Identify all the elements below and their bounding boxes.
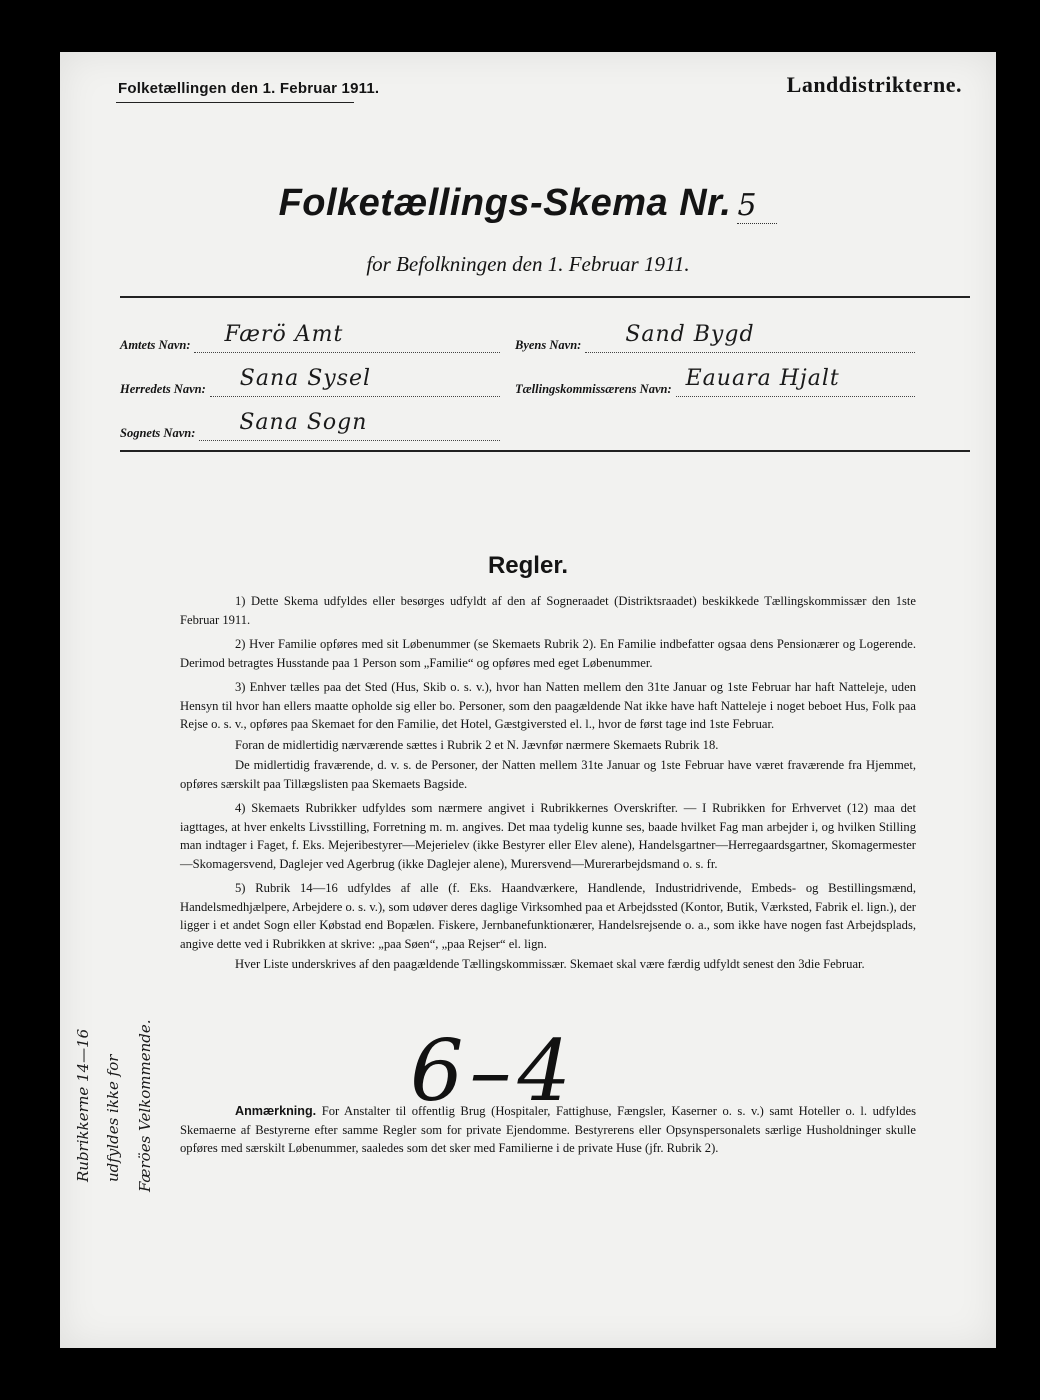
kommissaer-label: Tællingskommissærens Navn: [515, 382, 672, 396]
sogn-field [120, 410, 500, 441]
herred-label: Herredets Navn: [120, 382, 206, 396]
note-text: For Anstalter til offentlig Brug (Hospitaler, Fattighuse, Fængsler, Kaserner o. s. v.) samt Hoteller o. l. udfyldes Skemaerne af Bestyrerne efter samme Regler som for private Ejendomme. Bestyrerens eller Opsynspersonalets særlige Husholdninger skulle opføres med særskilt Løbenummer, saaledes som det sker med Familierne i de private Huse (jfr. Rubrik 2). [180, 1104, 916, 1155]
district-type-header: Landdistrikterne. [786, 72, 962, 97]
form-title-text: Folketællings-Skema Nr. [278, 182, 732, 224]
census-date-header: Folketællingen den 1. Februar 1911. [118, 80, 380, 97]
kommissaer-field [515, 366, 915, 397]
amt-value: Færö Amt [224, 322, 344, 347]
rule-3: 3) Enhver tælles paa det Sted (Hus, Skib o. s. v.), hvor han Natten mellem den 31te Januar og 1ste Februar har haft Natteleje, uden Hensyn til hvor han ellers maatte opholde sig eller bo. Personer, som den paagældende Nat ikke have haft Natteleje i noget beboet Hus, Folk paa Rejse o. s. v., opføres paa Skemaet for den Familie, det Hotel, Gæstgiversted el. l., hvor de først tage ind 1ste Februar. [180, 680, 916, 731]
amt-line [194, 322, 500, 353]
rule-3b: Foran de midlertidig nærværende sættes i Rubrik 2 et N. Jævnfør nærmere Skemaets Rubrik 18. [235, 737, 719, 752]
amt-field [120, 322, 500, 353]
top-divider [120, 296, 970, 298]
rules-title: Regler. [487, 552, 569, 579]
margin-note-line-2: udfyldes ikke for [104, 1054, 122, 1182]
by-line [585, 322, 915, 353]
margin-note-line-1: Rubrikkerne 14—16 [74, 1028, 92, 1182]
note-block [180, 1102, 916, 1158]
herred-field [120, 366, 500, 397]
by-field [515, 322, 915, 353]
kommissaer-value: Eauara Hjalt [685, 366, 840, 391]
sogn-label: Sognets Navn: [120, 426, 196, 440]
rule-5: 5) Rubrik 14—16 udfyldes af alle (f. Eks. Haandværkere, Handlende, Industridrivende, Embeds- og Bestillingsmænd, Handelsmedhjælpere, Arbejdere o. s. v.), som udøver deres daglige Virksomhed paa et Arbejdssted (Kontor, Butik, Værksted, Fabrik el. lign.), der ligger i et andet Sogn eller Købstad end Bopælen. Fiskere, Jernbanefunktionærer, Handelsrejsende o. a., som ikke have nogen fast Arbejdsplads, angive dette ved i Rubrikken at skrive: „paa Søen“, „paa Rejser“ el. lign. [180, 881, 916, 951]
rule-2: 2) Hver Familie opføres med sit Løbenummer (se Skemaets Rubrik 2). En Familie indbefatter ogsaa dens Pensionærer og Logerende. Derimod betragtes Husstande paa 1 Person som „Familie“ og opføres med eget Løbenummer. [180, 637, 916, 670]
rule-4: 4) Skemaets Rubrikker udfyldes som nærmere angivet i Rubrikkernes Overskrifter. — I Rubrikken for Erhvervet (12) maa det iagttages, at hver enkelts Livsstilling, Forretning m. m. angives. Det maa tydelig kunne ses, baade hvilket Fag man arbejder i, og hvilken Stilling man indtager i Faget, f. Eks. Mejeribestyrer—Mejerielev (ikke Bestyrer eller Elev alene), Handelsgartner—Herregaardsgartner, Skomagermester—Skomagersvend, Daglejer ved Agerbrug (ikke Daglejer alene), Murersvend—Murerarbejdsmand o. s. fr. [180, 801, 916, 871]
amt-label: Amtets Navn: [120, 338, 191, 352]
handwritten-number: 6–4 [410, 1022, 577, 1120]
by-value: Sand Bygd [625, 322, 755, 347]
by-label: Byens Navn: [515, 338, 582, 352]
rule-3c: De midlertidig fraværende, d. v. s. de Personer, der Natten mellem 31te Januar og 1ste Februar have været fraværende fra Hjemmet, opføres særskilt paa Tillægslisten paa Skemaets Bagside. [180, 758, 916, 791]
rules-body [180, 592, 916, 980]
form-number: 5 [737, 188, 777, 224]
bottom-divider [120, 450, 970, 452]
herred-line [210, 366, 500, 397]
header-underline [116, 102, 354, 103]
kommissaer-line [676, 366, 915, 397]
note-paragraph [180, 1102, 916, 1158]
census-form-page [60, 52, 996, 1348]
note-label: Anmærkning. [235, 1104, 317, 1118]
rule-5b: Hver Liste underskrives af den paagældende Tællingskommissær. Skemaet skal være færdig udfyldt senest den 3die Februar. [235, 957, 865, 971]
sogn-line [199, 410, 500, 441]
rule-1: 1) Dette Skema udfyldes eller besørges udfyldt af den af Sogneraadet (Distriktsraadet) beskikkede Tællingskommissær den 1ste Februar 1911. [180, 594, 916, 627]
form-title [60, 182, 996, 225]
herred-value: Sana Sysel [239, 366, 372, 391]
margin-note-line-3: Færöes Velkommende. [136, 1019, 154, 1192]
form-subtitle: for Befolkningen den 1. Februar 1911. [366, 252, 690, 276]
sogn-value: Sana Sogn [239, 410, 368, 435]
